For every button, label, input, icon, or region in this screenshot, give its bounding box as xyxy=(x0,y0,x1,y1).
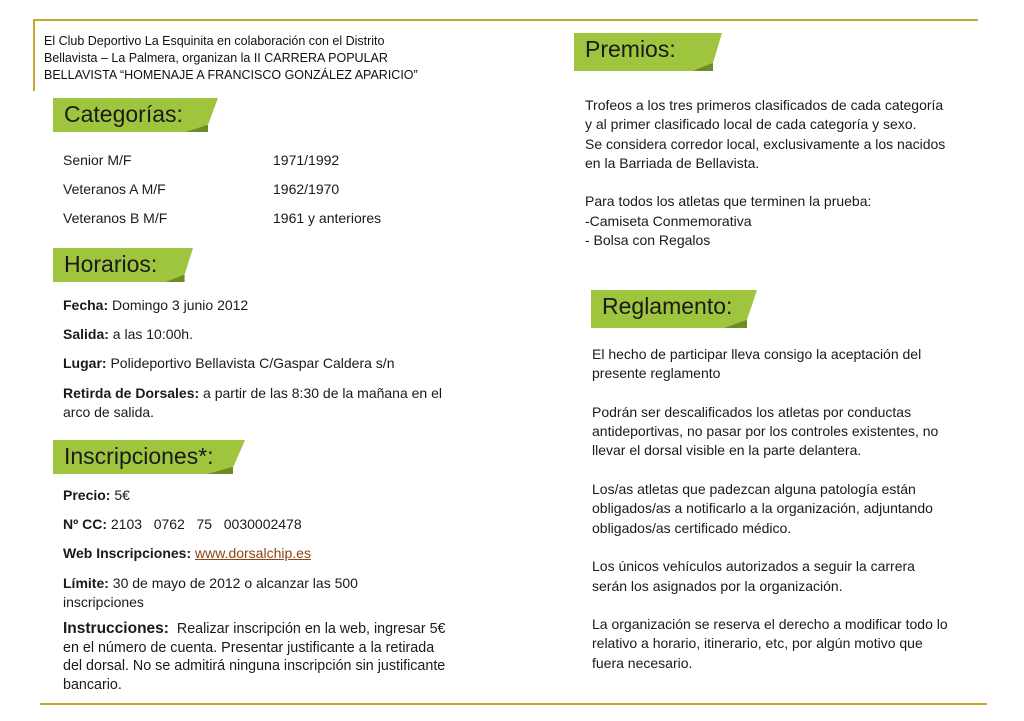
lugar-line xyxy=(63,355,394,371)
heading-label: Categorías: xyxy=(64,101,183,127)
category-name: Veteranos B M/F xyxy=(63,210,168,226)
cc-line xyxy=(63,516,302,532)
salida-line xyxy=(63,326,193,342)
premios-line: Se considera corredor local, exclusivamente a los nacidos xyxy=(585,135,946,152)
reglamento-line xyxy=(592,596,948,615)
reglamento-line: fuera necesario. xyxy=(592,654,693,671)
inscripciones-heading xyxy=(53,440,245,474)
category-years: 1971/1992 xyxy=(273,152,340,168)
premios-line: Trofeos a los tres primeros clasificados de cada categoría xyxy=(585,97,944,113)
instrucciones-label: Instrucciones: xyxy=(63,620,169,637)
intro-line: El Club Deportivo La Esquinita en colaboración con el Distrito xyxy=(44,34,385,48)
precio-value: 5€ xyxy=(110,487,130,503)
retirada-value: a partir de las 8:30 de la mañana en el xyxy=(199,385,442,401)
reglamento-line xyxy=(592,461,948,480)
reglamento-line: El hecho de participar lleva consigo la aceptación del xyxy=(592,346,922,362)
limite-value: inscripciones xyxy=(63,594,144,611)
instrucciones-block xyxy=(63,620,446,694)
instrucciones-value: bancario. xyxy=(63,676,122,693)
premios-line: - Bolsa con Regalos xyxy=(585,232,711,249)
intro-text xyxy=(44,33,564,84)
left-rule xyxy=(33,19,35,91)
fecha-line xyxy=(63,297,248,313)
retirada-value: arco de salida. xyxy=(63,404,155,421)
category-name: Veteranos A M/F xyxy=(63,181,166,197)
cc-value: 2103 0762 75 0030002478 xyxy=(107,516,302,532)
top-rule xyxy=(33,19,978,21)
intro-line: BELLAVISTA “HOMENAJE A FRANCISCO GONZÁLEZ APARICIO” xyxy=(44,68,418,82)
intro-line: Bellavista – La Palmera, organizan la II CARRERA POPULAR xyxy=(44,51,388,65)
retirada-label: Retirda de Dorsales: xyxy=(63,385,200,401)
retirada-block xyxy=(63,384,442,423)
categorias-heading xyxy=(53,98,218,132)
bottom-rule xyxy=(40,703,987,705)
fecha-value: Domingo 3 junio 2012 xyxy=(108,297,249,313)
heading-label: Reglamento: xyxy=(602,293,733,319)
reglamento-line: presente reglamento xyxy=(592,365,721,382)
premios-line: y al primer clasificado local de cada categoría y sexo. xyxy=(585,116,917,133)
reglamento-line: Podrán ser descalificados los atletas por conductas xyxy=(592,403,912,420)
premios-line: en la Barriada de Bellavista. xyxy=(585,154,760,171)
instrucciones-value: Realizar inscripción en la web, ingresar 5€ xyxy=(168,621,446,637)
premios-body xyxy=(585,96,945,250)
reglamento-line: Los/as atletas que padezcan alguna patología están xyxy=(592,481,916,498)
web-line xyxy=(63,545,311,561)
reglamento-line: antideportivas, no pasar por los controles existentes, no xyxy=(592,423,939,440)
reglamento-line: llevar el dorsal visible en la parte delantera. xyxy=(592,442,862,459)
instrucciones-value: en el número de cuenta. Presentar justificante a la retirada xyxy=(63,639,435,656)
premios-line: -Camiseta Conmemorativa xyxy=(585,212,752,229)
limite-label: Límite: xyxy=(63,575,109,591)
premios-heading xyxy=(574,33,722,71)
category-name: Senior M/F xyxy=(63,152,132,168)
instrucciones-value: del dorsal. No se admitirá ninguna inscripción sin justificante xyxy=(63,658,446,674)
heading-label: Premios: xyxy=(585,36,676,62)
reglamento-line: La organización se reserva el derecho a modificar todo lo xyxy=(592,616,948,633)
fecha-label: Fecha: xyxy=(63,297,109,313)
reglamento-body xyxy=(592,345,948,673)
reglamento-line xyxy=(592,384,948,403)
salida-value: a las 10:00h. xyxy=(108,326,193,342)
category-years: 1962/1970 xyxy=(273,181,340,197)
reglamento-line xyxy=(592,538,948,557)
reglamento-heading xyxy=(591,290,757,328)
limite-value: 30 de mayo de 2012 o alcanzar las 500 xyxy=(108,575,358,591)
cc-label: Nº CC: xyxy=(63,516,107,532)
heading-label: Inscripciones*: xyxy=(64,443,214,469)
limite-block xyxy=(63,574,358,613)
horarios-heading xyxy=(53,248,193,282)
premios-line xyxy=(585,173,945,192)
reglamento-line: obligados/as a notificarlo a la organización, adjuntando xyxy=(592,500,933,517)
category-years: 1961 y anteriores xyxy=(273,210,382,226)
precio-line xyxy=(63,487,130,503)
salida-label: Salida: xyxy=(63,326,109,342)
reglamento-line: serán los asignados por la organización. xyxy=(592,577,843,594)
lugar-value: Polideportivo Bellavista C/Gaspar Caldera s/n xyxy=(106,355,395,371)
lugar-label: Lugar: xyxy=(63,355,107,371)
reglamento-line: relativo a horario, itinerario, etc, por algún motivo que xyxy=(592,635,923,652)
reglamento-line: obligados/as certificado médico. xyxy=(592,519,792,536)
web-label: Web Inscripciones: xyxy=(63,545,192,561)
precio-label: Precio: xyxy=(63,487,111,503)
heading-label: Horarios: xyxy=(64,251,158,277)
premios-line: Para todos los atletas que terminen la prueba: xyxy=(585,193,872,210)
reglamento-line: Los únicos vehículos autorizados a seguir la carrera xyxy=(592,558,915,575)
web-link[interactable]: www.dorsalchip.es xyxy=(195,545,311,561)
